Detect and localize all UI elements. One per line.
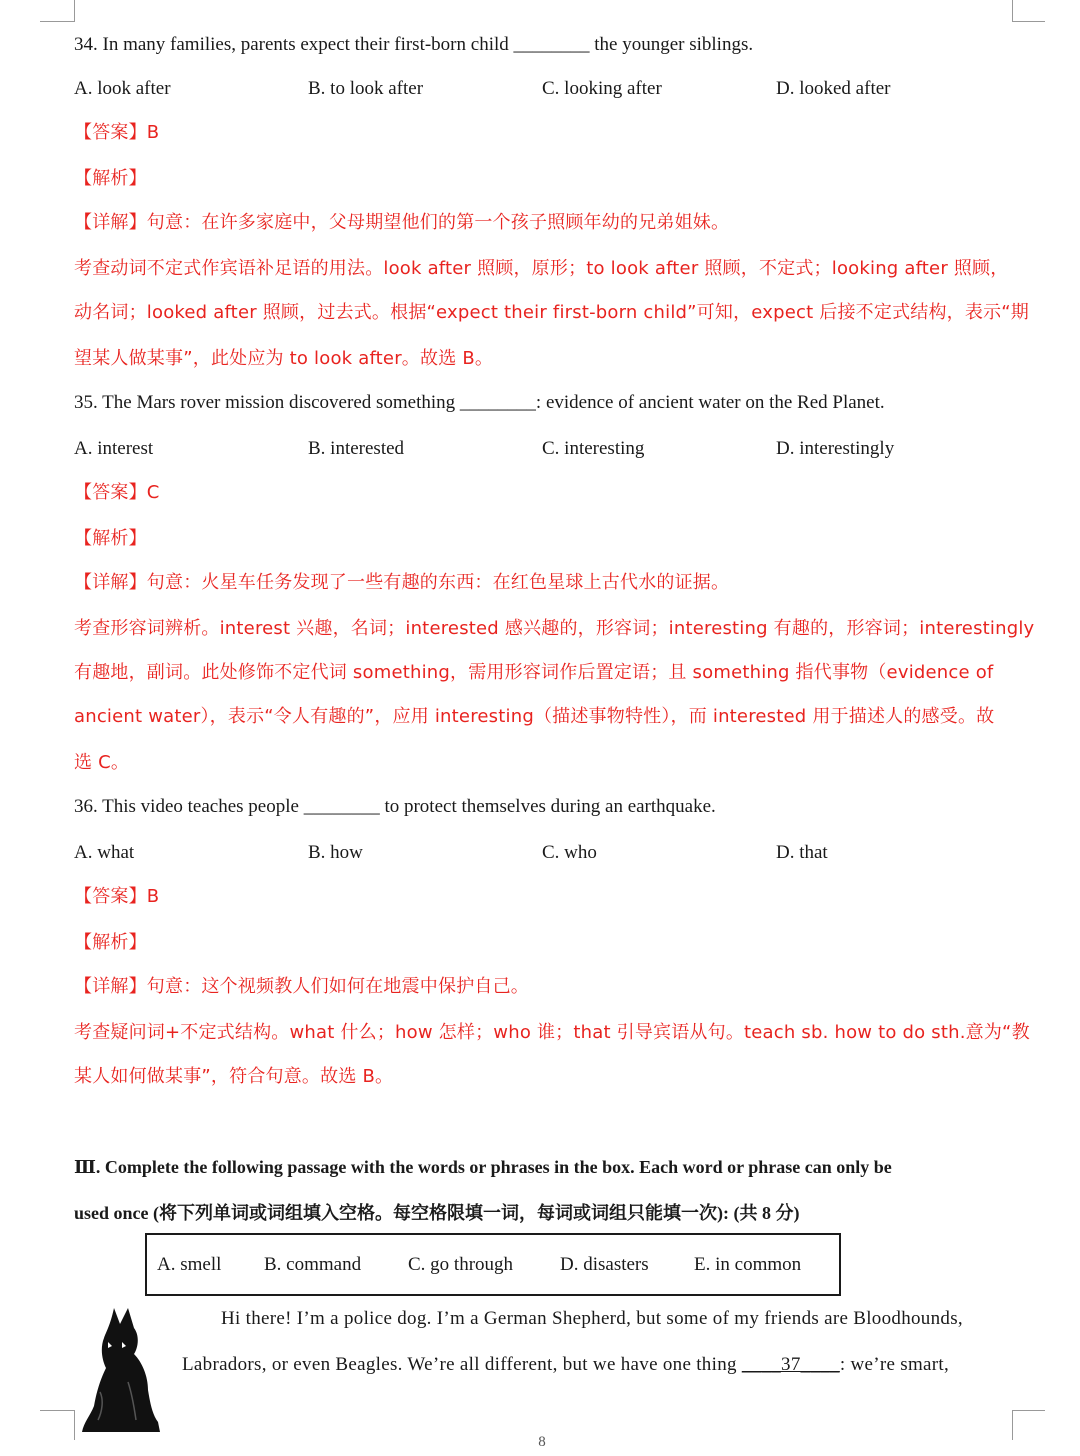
question-34-answer: 【答案】B	[74, 122, 160, 143]
question-34-detail-line: 【详解】句意：在许多家庭中，父母期望他们的第一个孩子照顾年幼的兄弟姐妹。	[74, 212, 730, 233]
question-35-option-c: C. interesting	[542, 438, 645, 459]
dog-silhouette-image	[78, 1302, 162, 1434]
question-35-option-b: B. interested	[308, 438, 405, 459]
question-36-option-c: C. who	[542, 842, 597, 863]
question-35-option-a: A. interest	[74, 438, 154, 459]
crop-mark	[40, 1410, 75, 1411]
crop-mark	[74, 1410, 75, 1440]
question-34-detail-line: 望某人做某事”，此处应为 to look after。故选 B。	[74, 348, 494, 369]
question-36-stem: 36. This video teaches people ________ to protect themselves during an earthquake.	[74, 796, 716, 817]
crop-mark	[1012, 0, 1013, 22]
question-34-option-a: A. look after	[74, 78, 171, 99]
question-35-detail-line: 选 C。	[74, 752, 130, 773]
crop-mark	[40, 21, 75, 22]
question-36-option-a: A. what	[74, 842, 135, 863]
crop-mark	[1012, 1410, 1013, 1440]
question-34-option-c: C. looking after	[542, 78, 662, 99]
question-35-detail-line: 有趣地，副词。此处修饰不定代词 something，需用形容词作后置定语；且 something 指代事物（evidence of	[74, 662, 994, 683]
crop-mark	[1012, 21, 1045, 22]
section-instructions-line: Ⅲ. Complete the following passage with the words or phrases in the box. Each word or phrase can only be	[74, 1157, 892, 1177]
question-35-detail-line: ancient water），表示“令人有趣的”，应用 interesting（描述事物特性），而 interested 用于描述人的感受。故	[74, 706, 995, 727]
passage-text: Labradors, or even Beagles. We’re all different, but we have one thing	[182, 1354, 742, 1375]
question-35-answer: 【答案】C	[74, 482, 160, 503]
question-34-option-b: B. to look after	[308, 78, 424, 99]
question-35-detail-line: 考查形容词辨析。interest 兴趣，名词；interested 感兴趣的，形容词；interesting 有趣的，形容词；interestingly	[74, 618, 1035, 639]
question-35-stem: 35. The Mars rover mission discovered something ________: evidence of ancient water on the Red Planet.	[74, 392, 885, 413]
word-box-item: A. smell	[157, 1254, 222, 1275]
passage-line: Hi there! I’m a police dog. I’m a German Shepherd, but some of my friends are Bloodhounds,	[221, 1308, 963, 1329]
section-instructions-line: used once (将下列单词或词组填入空格。每空格限填一词，每词或词组只能填一次): (共 8 分)	[74, 1203, 800, 1223]
passage-line	[182, 1353, 949, 1377]
question-36-option-b: B. how	[308, 842, 363, 863]
word-box-item: C. go through	[408, 1254, 514, 1275]
question-34-detail-line: 考查动词不定式作宾语补足语的用法。look after 照顾，原形；to look after 照顾，不定式；looking after 照顾，	[74, 258, 1009, 279]
crop-mark	[1012, 1410, 1045, 1411]
page-number: 8	[538, 1434, 546, 1450]
passage-text: : we’re smart,	[839, 1354, 950, 1375]
question-36-detail-line: 考查疑问词+不定式结构。what 什么；how 怎样；who 谁；that 引导宾语从句。teach sb. how to do sth.意为“教	[74, 1022, 1030, 1043]
word-box	[145, 1233, 841, 1296]
question-34-option-d: D. looked after	[776, 78, 891, 99]
question-36-analysis-label: 【解析】	[74, 932, 147, 953]
question-34-stem: 34. In many families, parents expect their first-born child ________ the younger siblings.	[74, 34, 754, 55]
word-box-item: D. disasters	[560, 1254, 649, 1275]
question-36-detail-line: 【详解】句意：这个视频教人们如何在地震中保护自己。	[74, 976, 529, 997]
word-box-item: E. in common	[694, 1254, 802, 1275]
question-36-detail-line: 某人如何做某事”，符合句意。故选 B。	[74, 1066, 394, 1087]
passage-blank-37: ____37____	[741, 1354, 840, 1375]
question-36-answer: 【答案】B	[74, 886, 160, 907]
question-34-detail-line: 动名词；looked after 照顾，过去式。根据“expect their first-born child”可知，expect 后接不定式结构，表示“期	[74, 302, 1029, 323]
question-35-detail-line: 【详解】句意：火星车任务发现了一些有趣的东西：在红色星球上古代水的证据。	[74, 572, 730, 593]
word-box-item: B. command	[264, 1254, 362, 1275]
question-35-option-d: D. interestingly	[776, 438, 895, 459]
question-35-analysis-label: 【解析】	[74, 528, 147, 549]
question-34-analysis-label: 【解析】	[74, 168, 147, 189]
crop-mark	[74, 0, 75, 22]
question-36-option-d: D. that	[776, 842, 828, 863]
